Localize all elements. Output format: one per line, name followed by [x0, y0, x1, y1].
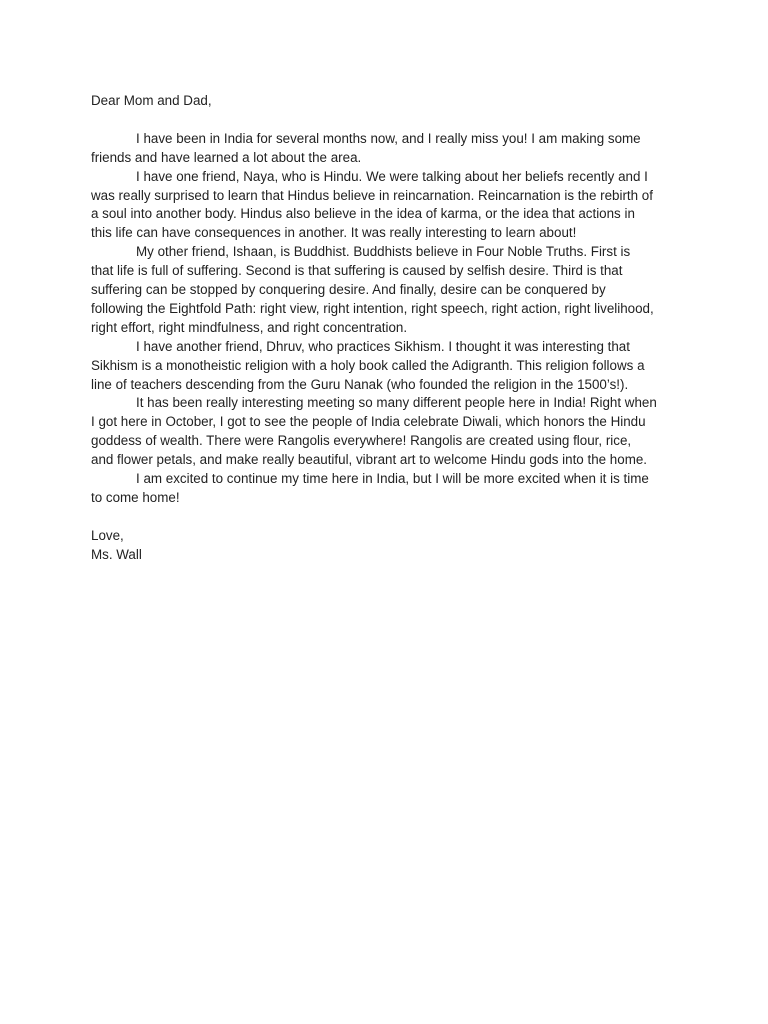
- paragraph-line: line of teachers descending from the Guru Nanak (who founded the religion in the 1500’s!).: [91, 376, 629, 392]
- letter-signature: Ms. Wall: [91, 546, 142, 562]
- paragraph-line: My other friend, Ishaan, is Buddhist. Buddhists believe in Four Noble Truths. First is: [136, 244, 631, 260]
- paragraph-line: I have been in India for several months now, and I really miss you! I am making some: [136, 130, 641, 146]
- paragraph-line: friends and have learned a lot about the area.: [91, 149, 362, 165]
- letter-closing: Love,: [91, 527, 124, 543]
- blank-line: [91, 111, 691, 130]
- paragraph-line: that life is full of suffering. Second is that suffering is caused by selfish desire. Third is that: [91, 263, 623, 279]
- paragraph-line: and flower petals, and make really beautiful, vibrant art to welcome Hindu gods into the home.: [91, 452, 648, 468]
- paragraph-line: It has been really interesting meeting so many different people here in India! Right when: [136, 395, 657, 411]
- paragraph-line: Sikhism is a monotheistic religion with a holy book called the Adigranth. This religion follows a: [91, 357, 645, 373]
- blank-line: [91, 508, 691, 527]
- paragraph-line: goddess of wealth. There were Rangolis everywhere! Rangolis are created using flour, rice,: [91, 433, 632, 449]
- paragraph-line: right effort, right mindfulness, and right concentration.: [91, 319, 408, 335]
- letter-page: [91, 92, 691, 565]
- paragraph-2: [91, 168, 691, 244]
- paragraph-1: [91, 130, 691, 168]
- paragraph-line: I have one friend, Naya, who is Hindu. We were talking about her beliefs recently and I: [136, 168, 648, 184]
- paragraph-line: I have another friend, Dhruv, who practices Sikhism. I thought it was interesting that: [136, 338, 630, 354]
- paragraph-4: [91, 338, 691, 395]
- letter-greeting: Dear Mom and Dad,: [91, 93, 212, 108]
- paragraph-line: to come home!: [91, 490, 180, 506]
- paragraph-line: I got here in October, I got to see the people of India celebrate Diwali, which honors the Hindu: [91, 414, 646, 430]
- paragraph-5: [91, 394, 691, 470]
- paragraph-3: [91, 243, 691, 338]
- paragraph-line: I am excited to continue my time here in India, but I will be more excited when it is time: [136, 471, 649, 487]
- paragraph-line: suffering can be stopped by conquering desire. And finally, desire can be conquered by: [91, 282, 606, 298]
- paragraph-line: this life can have consequences in another. It was really interesting to learn about!: [91, 225, 577, 241]
- paragraph-line: was really surprised to learn that Hindus believe in reincarnation. Reincarnation is the rebirth of: [91, 187, 653, 203]
- paragraph-line: following the Eightfold Path: right view, right intention, right speech, right action, right livelihood,: [91, 300, 654, 316]
- paragraph-line: a soul into another body. Hindus also believe in the idea of karma, or the idea that actions in: [91, 206, 635, 222]
- paragraph-6: [91, 470, 691, 508]
